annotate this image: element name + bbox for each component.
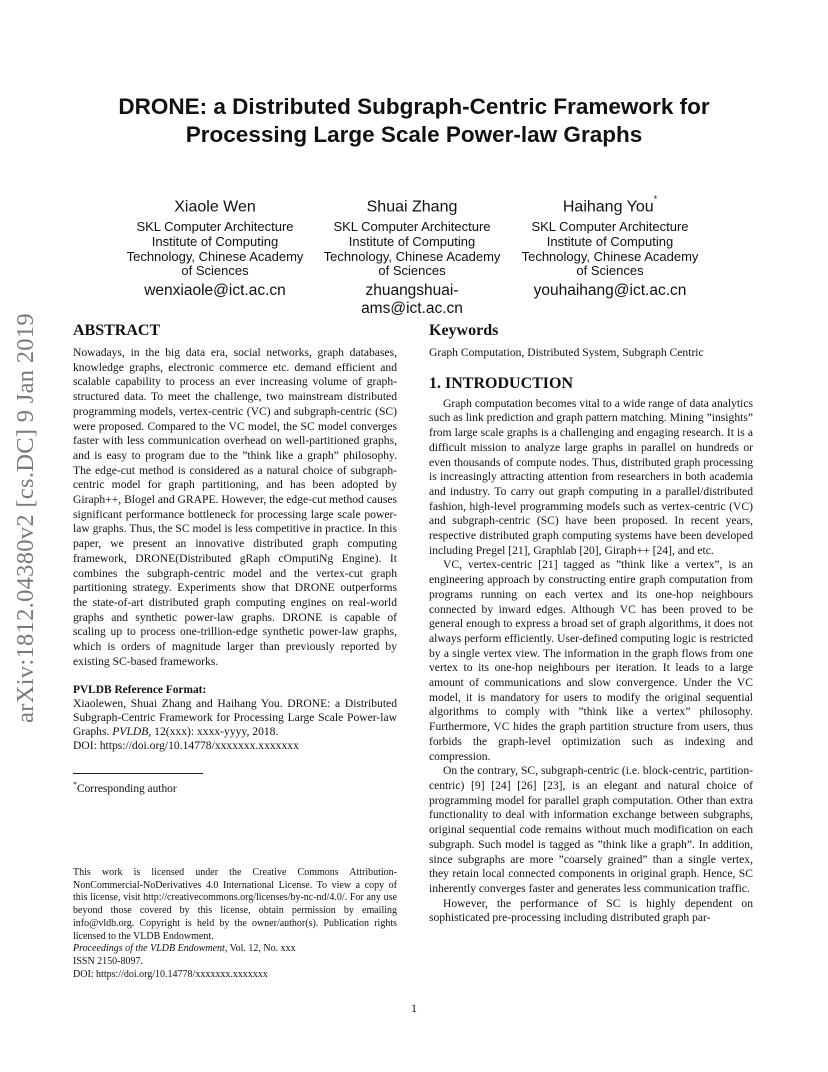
pvldb-reference: Xiaolewen, Shuai Zhang and Haihang You. DRONE: a Distributed Subgraph-Centric Framework for Processing Large Scale Power-law Graphs. PVLDB, 12(xxx): xxxx-yyyy, 2018. DOI: https://doi.org/10.14778/xxxxxxx.xxxxxxx: [73, 697, 397, 753]
abstract-heading: ABSTRACT: [73, 322, 161, 339]
paper-title: [60, 93, 768, 149]
proceedings-line: Proceedings of the VLDB Endowment, Vol. 12, No. xxx: [73, 943, 296, 955]
left-column: [73, 322, 397, 797]
author-email[interactable]: wenxiaole@ict.ac.cn: [144, 281, 286, 299]
pvldb-heading: PVLDB Reference Format:: [73, 684, 207, 697]
license-doi[interactable]: DOI: https://doi.org/10.14778/xxxxxxx.xxxxxxx: [73, 968, 268, 980]
author-email[interactable]: zhuangshuai- ams@ict.ac.cn: [361, 281, 463, 317]
pvldb-doi[interactable]: DOI: https://doi.org/10.14778/xxxxxxx.xxxxxxx: [73, 739, 299, 753]
author-affiliation: SKL Computer Architecture Institute of Computing Technology, Chinese Academy of Sciences: [521, 219, 699, 279]
title-line-1: DRONE: a Distributed Subgraph-Centric Framework for: [118, 94, 710, 119]
author-affiliation: SKL Computer Architecture Institute of Computing Technology, Chinese Academy of Sciences: [323, 219, 501, 279]
page-number: 1: [411, 1001, 417, 1015]
abstract-text: Nowadays, in the big data era, social networks, graph databases, knowledge graphs, electronic commerce etc. demand efficient and scalable capability to process an ever increasing volume of graph-structured data. To meet the challenge, two mainstream distributed programming models, vertex-centric (VC) and subgraph-centric (SC) were proposed. Compared to the VC model, the SC model converges faster with less communication overhead on well-partitioned graphs, and is easy to program due to the ”think like a graph” philosophy. The edge-cut method is considered as a natural choice of subgraph-centric model for graph partitioning, and has been adopted by Giraph++, Blogel and GRAPE. However, the edge-cut method causes significant performance bottleneck for processing large scale power-law graphs. Thus, the SC model is less competitive in practice. In this paper, we present an innovative distributed graph computing framework, DRONE(Distributed gRaph cOmputiNg Engine). It combines the subgraph-centric model and the vertex-cut graph partitioning strategy. Experiments show that DRONE outperforms the state-of-art distributed graph computing engines on real-world graphs and synthetic power-law graphs. DRONE is capable of scaling up to process one-trillion-edge synthetic power-law graphs, which is orders of magnitude larger than previously reported by existing SC-based frameworks.: [73, 346, 397, 668]
right-column: [429, 322, 753, 926]
title-line-2: Processing Large Scale Power-law Graphs: [185, 122, 643, 147]
arxiv-id: arXiv:1812.04380v2 [cs.DC] 9 Jan 2019: [12, 313, 39, 723]
author-star: *: [653, 194, 658, 204]
author-block-1: [117, 192, 313, 300]
license-notice: [73, 867, 397, 981]
intro-paragraph-4: However, the performance of SC is highly dependent on sophisticated pre-processing including distributed graph par-: [429, 896, 753, 925]
footnote-rule: [73, 773, 203, 774]
author-email[interactable]: youhaihang@ict.ac.cn: [533, 281, 687, 299]
author-name: Haihang You*: [562, 194, 658, 216]
author-name: Xiaole Wen: [174, 198, 256, 216]
intro-paragraph-1: Graph computation becomes vital to a wide range of data analytics such as link prediction and graph pattern matching. Mining ”insights” from large scale graphs is a challenging and engaging research. It is a difficult mission to analyze large graphs in parallel on hundreds or even thousands of compute nodes. Thus, distributed graph processing is increasingly attracting attention from researchers in both academia and industry. To carry out graph computing in a parallel/distributed fashion, high-level programming models such as vertex-centric (VC) and subgraph-centric (SC) have been proposed. In recent years, respective distributed graph computing systems have been developed including Pregel [21], Graphlab [20], Giraph++ [24], and etc.: [429, 396, 753, 557]
introduction-heading: 1. INTRODUCTION: [429, 374, 574, 392]
keywords-heading: Keywords: [429, 322, 499, 339]
intro-paragraph-3: On the contrary, SC, subgraph-centric (i.e. block-centric, partition-centric) [9] [24] [26] [23], is an elegant and natural choice of programming model for parallel graph computation. Other than extra functionality to deal with information exchange between subgraphs, original sequential code remains without much modification on each subgraph. Such model is tagged as ”think like a graph”. In addition, since subgraphs are more ”coarsely grained” than a single vertex, they retain local connected components in original graph. Hence, SC inherently converges faster and generates less communication traffic.: [429, 764, 753, 895]
license-text: This work is licensed under the Creative Commons Attribution-NonCommercial-NoDerivatives 4.0 International License. To view a copy of this license, visit http://creativecommons.org/licenses/by-nc-nd/4.0/. For any use beyond those covered by this license, obtain permission by emailing info@vldb.org. Copyright is held by the owner/author(s). Publication rights licensed to the VLDB Endowment.: [73, 867, 397, 942]
keywords-text: Graph Computation, Distributed System, Subgraph Centric: [429, 346, 704, 359]
author-affiliation: SKL Computer Architecture Institute of Computing Technology, Chinese Academy of Sciences: [126, 219, 304, 279]
issn-line: ISSN 2150-8097.: [73, 955, 144, 967]
arxiv-sidebar: [6, 298, 46, 738]
author-block-3: [512, 192, 708, 300]
intro-paragraph-2: VC, vertex-centric [21] tagged as ”think like a vertex”, is an engineering approach by constructing entire graph computation from programs running on each vertex and its one-hop neighbours connected by inward edges. Although VC has been proved to be general enough to express a broad set of graph algorithms, it does not always perform efficiently. User-defined computing logic is restricted by a single vertex view. The information in the graph flows from one vertex to its one-hop neighbours per iteration. It leads to a large amount of communications and slow convergence. Under the VC model, it is mandatory for users to modify the original sequential algorithms to comply with ”think like a vertex” philosophy. Furthermore, VC hides the graph partition structure from users, thus forbids the graph-level optimization such as indexing and compression.: [429, 558, 753, 763]
footnote: *Corresponding author: [73, 780, 177, 796]
author-block-2: [314, 192, 510, 318]
author-name: Shuai Zhang: [366, 198, 458, 216]
